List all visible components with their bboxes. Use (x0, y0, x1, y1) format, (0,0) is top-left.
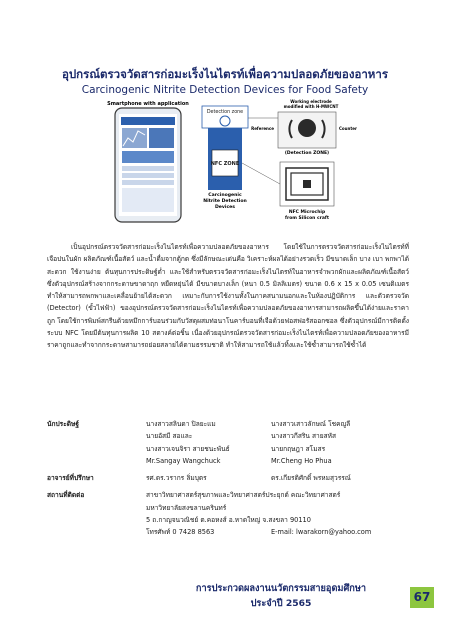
app-list-row (122, 180, 174, 185)
app-header-bar (121, 117, 175, 125)
counter-label: Counter (339, 126, 357, 131)
credits-section (47, 418, 427, 539)
page-title-thai: อุปกรณ์ตรวจวัดสารก่อมะเร็งไนไตรท์เพื่อความปลอดภัยของอาหาร (61, 67, 389, 81)
credits-row (47, 455, 427, 467)
inventor-name: Mr.Sangay Wangchuck (146, 456, 221, 465)
app-bottom-panel (122, 188, 174, 212)
inventor-name: นายกฤษฎา สโมสร (271, 444, 326, 453)
contact-phone: โทรศัพท์ 0 7428 8563 (146, 528, 215, 537)
nfc-zone-label: NFC ZONE (210, 161, 240, 167)
app-status-panel (122, 151, 174, 163)
detection-zone-label: Detection zone (206, 110, 244, 115)
credits-row (47, 430, 427, 442)
credits-row (47, 514, 427, 526)
inventor-name: นางสาวเจนจิรา สายชนะพันธ์ (146, 444, 230, 453)
contact-email[interactable]: E-mail: lwarakorn@yahoo.com (271, 528, 372, 537)
app-list-row (122, 173, 174, 178)
smartphone-label: Smartphone with application (107, 101, 189, 107)
page-number-tab: 67 (410, 587, 434, 608)
device-caption: Carcinogenic (208, 193, 242, 198)
footer-title: การประกวดผลงานนวัตกรรมสายอุดมศึกษา (195, 583, 367, 594)
device-caption: Nitrite Detection (203, 199, 247, 204)
contact-label: สถานที่ติดต่อ (47, 491, 85, 500)
detail-connector-line (242, 163, 280, 184)
inventor-name: Mr.Cheng Ho Phua (271, 456, 332, 465)
inventor-name: นางสาวสลินดา ปิลยะแม (146, 420, 216, 428)
app-list-row (122, 166, 174, 171)
body-text: เป็นอุปกรณ์ตรวจวัดสารก่อมะเร็งไนไตรท์เพื่อความปลอดภัยของอาหาร โดยใช้ในการตรวจวัดสารก่อมะเร็งไนไตรท์ที่เจือปนในผัก ผลิตภัณฑ์เนื้อสัตว์ และน้ำดื่มจากตู้กด ซึ่งมีลักษณะเด่นคือ วิเคราะห์ผลได้อย่างรวดเร็ว มีขนาดเล็ก บาง เบา พกพาได้สะดวก ใช้งานง่าย ต้นทุนการประดิษฐ์ต่ำ และใช้สำหรับตรวจวัดสารก่อมะเร็งไนไตรท์ในอาหารจำพวกผักและผลิตภัณฑ์เนื้อสัตว์ ซึ่งตัวอุปกรณ์สร้างจากกระดาษขาดาฤก หยืดหยุ่นได้ มีขนาดบางเล็ก (หนา 0.5 มิลลิเมตร) ขนาด 0.6 x 15 x 0.05 เซนติเมตร ทำให้สามารถพกพาและเคลื่อนย้ายได้สะดวก เหมาะกับการใช้งานทั้งในภาคสนามนอกและในห้องปฏิบัติการ และตัวตรวจวัด (Detector) (ขั้วไฟฟ้า) ของอุปกรณ์ตรวจวัดสารก่อมะเร็งไนไตรท์เพื่อความปลอดภัยของอาหารสามารถผลิตขึ้นได้ง่ายและราคาถูก โดยใช้การพิมพ์สกรีนด้วยหมึกการ์บอนร่วมกับวัสดุผสมท่อนาโนคาร์บอนที่เจือด้วยฟอสฟอรัสออกซอล ซึ่งตัวอุปกรณ์มีการติดตั้งระบบ NFC โดยมีต้นทุนการผลิต 10 สตางค์ต่อชิ้น เนื่องด้วยอุปกรณ์ตรวจวัดสารก่อมะเร็งไนไตรท์เพื่อความปลอดภัยของอาหารมีราคาถูกและทำจากกระดาษสามารถย่อยสลายได้ตามธรรมชาติ ทำให้สามารถใช้แล้วทิ้งและใช้ซ้ำสามารถใช้ซ้ำได้ (47, 243, 409, 350)
nfc-chip (303, 180, 311, 188)
credits-row (47, 418, 427, 430)
contact-line: มหาวิทยาลัยสงขลานครินทร์ (146, 503, 227, 512)
reference-label: Reference (251, 126, 274, 131)
device-caption: Devices (214, 205, 236, 210)
credits-row (47, 472, 427, 484)
inventor-name: นางสาวกีสริน สายสหัส (271, 432, 337, 441)
credits-row (47, 526, 427, 538)
contact-line: สาขาวิทยาศาสตร์สุขภาพและวิทยาศาสตร์ประยุกต์ คณะวิทยาศาสตร์ (146, 491, 341, 500)
nfc-chip-caption: from Silicon craft (285, 216, 329, 221)
working-electrode (298, 119, 316, 137)
nfc-chip-caption: NFC Microchip (288, 210, 326, 215)
inventors-label: นักประดิษฐ์ (47, 420, 80, 428)
advisor-name: ดร.เกียรติศักดิ์ พรหมสุวรรณ์ (271, 474, 351, 483)
credits-row (47, 443, 427, 455)
working-electrode-label: Working electrode (290, 99, 332, 104)
body-paragraph (47, 241, 409, 352)
credits-row (47, 502, 427, 514)
credits-row (47, 489, 427, 501)
page-title-english: Carcinogenic Nitrite Detection Devices for Food Safety (81, 84, 369, 96)
app-result-panel (149, 128, 174, 148)
footer-year: ประจำปี 2565 (250, 598, 312, 609)
contact-line: 5 ถ.กาญจนวณิชย์ ต.คอหงส์ อ.หาดใหญ่ จ.สงขลา 90110 (146, 516, 311, 525)
detection-zone-subtitle: (Detection ZONE) (284, 151, 330, 156)
inventor-name: นายอัสมี สอและ (146, 432, 193, 441)
advisor-name: รศ.ดร.วรากร ลิ่มบุตร (146, 474, 207, 483)
inventor-name: นางสาวเสาวลักษณ์ โชคญูลี (271, 420, 351, 428)
device-figure (98, 98, 357, 224)
advisors-label: อาจารย์ที่ปรึกษา (47, 474, 94, 483)
working-electrode-label: modified with H-MWCNT (283, 104, 339, 109)
